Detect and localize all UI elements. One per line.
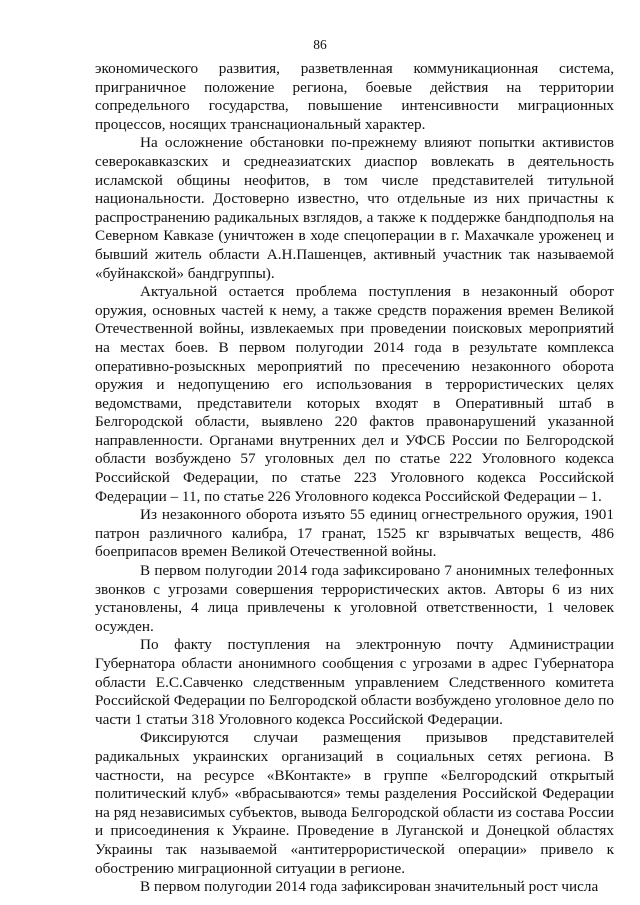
- paragraph: Актуальной остается проблема поступления в незаконный оборот оружия, основных частей к нему, а также средств поражения времен Великой Отечественной войны, извлекаемых при проведении поисковых мероприятий на местах боев. В первом полугодии 2014 года в результате комплекса оперативно-розыскных мероприятий по пресечению незаконного оборота оружия и недопущению его использования в террористических целях ведомствами, представители которых входят в Оперативный штаб в Белгородской области, выявлено 220 фактов правонарушений указанной направленности. Органами внутренних дел и УФСБ России по Белгородской области возбуждено 57 уголовных дел по статье 222 Уголовного кодекса Российской Федерации, по статье 223 Уголовного кодекса Российской Федерации – 11, по статье 226 Уголовного кодекса Российской Федерации – 1.: [95, 283, 614, 505]
- paragraph: Из незаконного оборота изъято 55 единиц огнестрельного оружия, 1901 патрон различного калибра, 17 гранат, 1525 кг взрывчатых веществ, 486 боеприпасов времен Великой Отечественной войны.: [95, 506, 614, 561]
- paragraph: экономического развития, разветвленная коммуникационная система, приграничное положение региона, боевые действия на территории сопредельного государства, повышение интенсивности миграционных процессов, носящих транснациональный характер.: [95, 60, 614, 133]
- document-body: [95, 60, 614, 897]
- paragraph: В первом полугодии 2014 года зафиксировано 7 анонимных телефонных звонков с угрозами совершения террористических актов. Авторы 6 из них установлены, 4 лица привлечены к уголовной ответственности, 1 человек осужден.: [95, 562, 614, 635]
- paragraph: По факту поступления на электронную почту Администрации Губернатора области анонимного сообщения с угрозами в адрес Губернатора области Е.С.Савченко следственным управлением Следственного комитета Российской Федерации по Белгородской области возбуждено уголовное дело по части 1 статьи 318 Уголовного кодекса Российской Федерации.: [95, 636, 614, 728]
- page-number: 86: [313, 37, 327, 52]
- paragraph: На осложнение обстановки по-прежнему влияют попытки активистов северокавказских и среднеазиатских диаспор вовлекать в деятельность исламской общины неофитов, в том числе представителей титульной национальности. Достоверно известно, что отдельные из них причастны к распространению радикальных взглядов, а также к поддержке бандподполья на Северном Кавказе (уничтожен в ходе спецоперации в г. Махачкале уроженец и бывший житель области А.Н.Пашенцев, активный участник так называемой «буйнакской» бандгруппы).: [95, 134, 614, 282]
- paragraph: Фиксируются случаи размещения призывов представителей радикальных украинских организаций в социальных сетях региона. В частности, на ресурсе «ВКонтакте» в группе «Белгородский открытый политический клуб» «вбрасываются» темы разделения Российской Федерации на ряд независимых субъектов, вывода Белгородской области из состава России и присоединения к Украине. Проведение в Луганской и Донецкой областях Украины так называемой «антитеррористической операции» привело к обострению миграционной ситуации в регионе.: [95, 729, 614, 877]
- paragraph: В первом полугодии 2014 года зафиксирован значительный рост числа: [140, 878, 599, 896]
